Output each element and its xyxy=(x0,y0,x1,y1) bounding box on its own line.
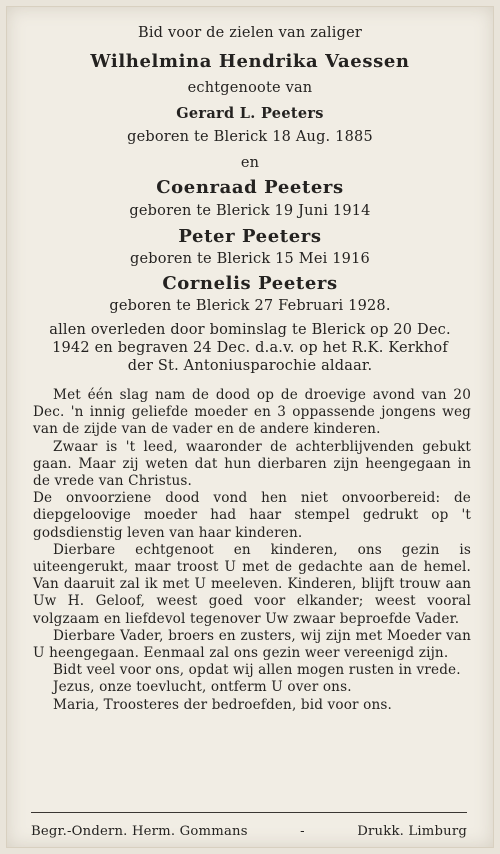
prayer-text xyxy=(33,387,471,714)
paragraph-3: De onvoorziene dood vond hen niet onvoorbereid: de diepgeloovige moeder had haar stempel gedrukt op 't godsdienstig leven van haar kinderen. xyxy=(33,490,471,541)
paragraph-7: Jezus, onze toevlucht, ontferm U over ons. xyxy=(53,679,352,696)
spouse-intro: echtgenoote van xyxy=(187,80,313,96)
deceased-name: Wilhelmina Hendrika Vaessen xyxy=(90,51,410,72)
footer-divider xyxy=(31,812,467,813)
paragraph-8: Maria, Troosteres der bedroefden, bid voor ons. xyxy=(53,696,393,713)
spouse-name: Gerard L. Peeters xyxy=(176,105,324,122)
paragraph-1: Met één slag nam de dood op de droevige avond van 20 Dec. 'n innig geliefde moeder en 3 oppassende jongens weg van de zijde van de vader en de andere kinderen. xyxy=(33,387,471,438)
death-line-1: allen overleden door bominslag te Blerick op 20 Dec. xyxy=(49,322,451,338)
funeral-director: Begr.-Ondern. Herm. Gommans xyxy=(31,824,248,839)
printer-name: Drukk. Limburg xyxy=(357,824,467,839)
footer-separator: - xyxy=(300,824,305,839)
paragraph-4: Dierbare echtgenoot en kinderen, ons gezin is uiteengerukt, maar troost U met de gedachte aan de hemel. Van daaruit zal ik met U meeleven. Kinderen, blijft trouw aan Uw H. Geloof, weest goed voor elkander; weest vooral volgzaam en liefdevol tegenover Uw zwaar beproefde Vader. xyxy=(33,541,471,627)
memorial-card xyxy=(6,6,494,848)
child2-name: Peter Peeters xyxy=(178,226,322,247)
child2-birth: geboren te Blerick 15 Mei 1916 xyxy=(130,251,370,267)
intro-text: Bid voor de zielen van zaliger xyxy=(137,25,362,41)
child3-name: Cornelis Peeters xyxy=(162,273,338,294)
death-line-2: 1942 en begraven 24 Dec. d.a.v. op het R.K. Kerkhof xyxy=(52,340,448,356)
paragraph-2: Zwaar is 't leed, waaronder de achterblijvenden gebukt gaan. Maar zij weten dat hun dierbaren zijn heengegaan in de vrede van Christus. xyxy=(33,438,471,490)
child1-birth: geboren te Blerick 19 Juni 1914 xyxy=(129,203,371,219)
footer xyxy=(31,824,467,839)
conjunction-text: en xyxy=(240,155,260,171)
death-line-3: der St. Antoniusparochie aldaar. xyxy=(127,358,373,374)
paragraph-5: Dierbare Vader, broers en zusters, wij zijn met Moeder van U heengegaan. Eenmaal zal ons gezin weer vereenigd zijn. xyxy=(33,627,471,662)
deceased-birth: geboren te Blerick 18 Aug. 1885 xyxy=(127,129,373,145)
child1-name: Coenraad Peeters xyxy=(156,177,344,198)
paragraph-6: Bidt veel voor ons, opdat wij allen mogen rusten in vrede. xyxy=(53,662,461,679)
child3-birth: geboren te Blerick 27 Februari 1928. xyxy=(109,298,391,314)
